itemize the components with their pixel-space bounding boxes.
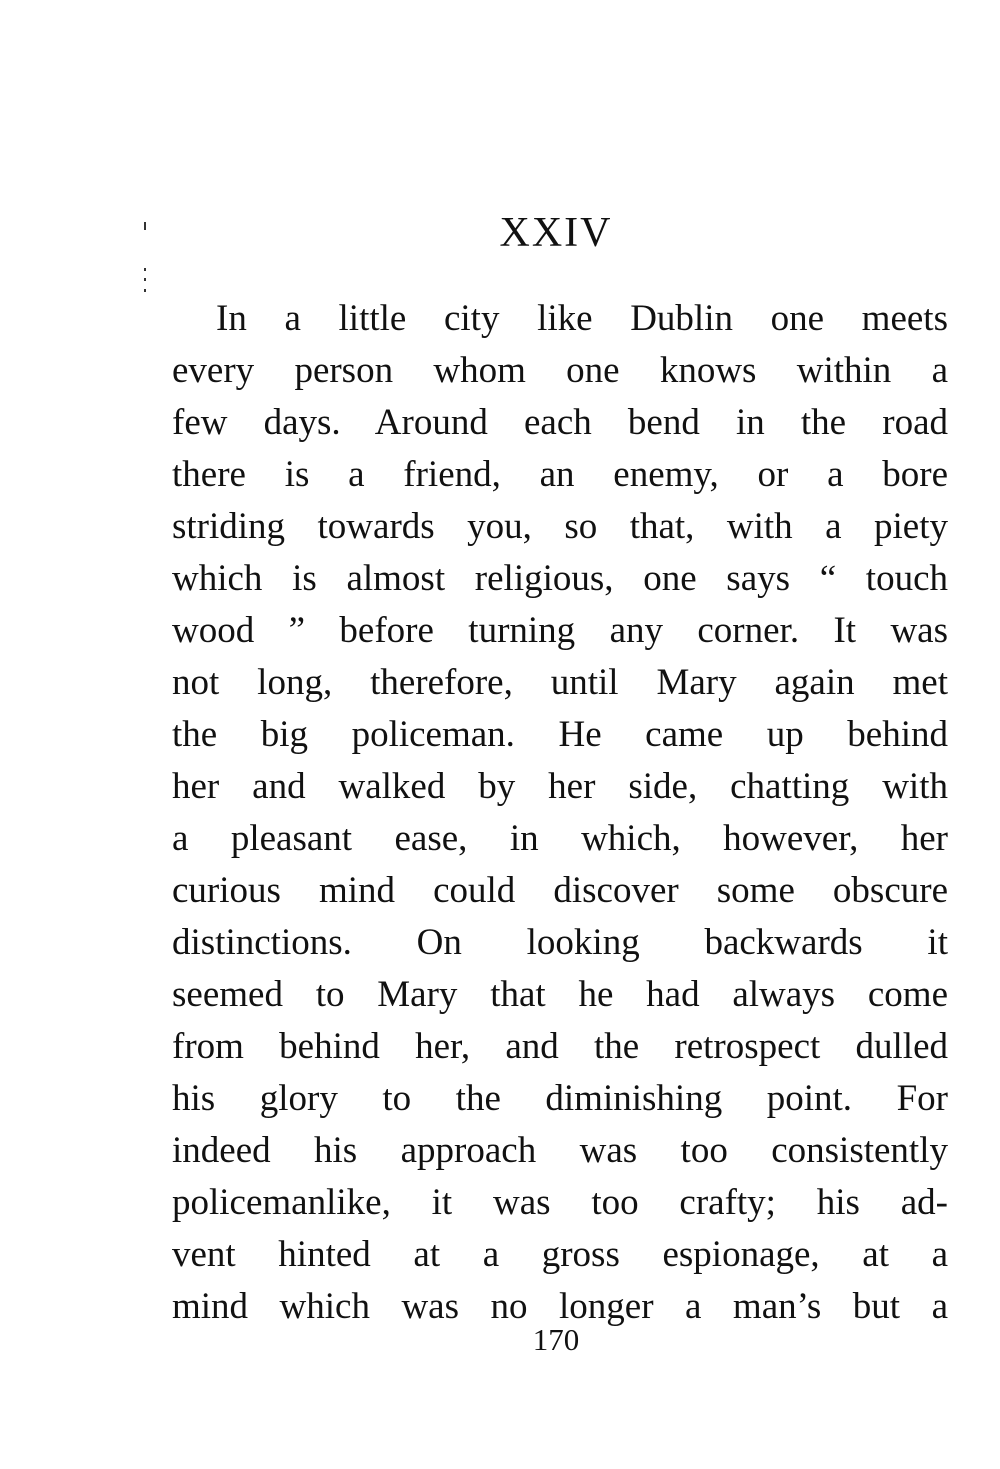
- text-line: seemed to Mary that he had always come: [172, 974, 948, 1015]
- margin-mark: [144, 289, 146, 292]
- text-line: striding towards you, so that, with a piety: [172, 506, 948, 547]
- text-line: every person whom one knows within a: [172, 350, 948, 391]
- text-line: wood ” before turning any corner. It was: [172, 610, 948, 651]
- text-line: there is a friend, an enemy, or a bore: [172, 454, 948, 495]
- text-line: distinctions. On looking backwards it: [172, 922, 948, 963]
- text-line: which is almost religious, one says “ touch: [172, 558, 948, 599]
- text-line: few days. Around each bend in the road: [172, 402, 948, 443]
- text-line: curious mind could discover some obscure: [172, 870, 948, 911]
- text-line: his glory to the diminishing point. For: [172, 1078, 948, 1119]
- text-line: from behind her, and the retrospect dulled: [172, 1026, 948, 1067]
- text-line: mind which was no longer a man’s but a: [172, 1286, 948, 1327]
- margin-mark: [144, 268, 146, 271]
- text-line: In a little city like Dublin one meets: [216, 298, 948, 339]
- text-line: not long, therefore, until Mary again met: [172, 662, 948, 703]
- page-number: 170: [532, 1322, 580, 1357]
- text-line: vent hinted at a gross espionage, at a: [172, 1234, 948, 1275]
- chapter-heading: XXIV: [499, 210, 613, 256]
- margin-mark: [144, 278, 146, 281]
- text-line: a pleasant ease, in which, however, her: [172, 818, 948, 859]
- text-line: indeed his approach was too consistently: [172, 1130, 948, 1171]
- text-line: policemanlike, it was too crafty; his ad-: [172, 1182, 948, 1223]
- text-line: the big policeman. He came up behind: [172, 714, 948, 755]
- body-text: [172, 293, 948, 1333]
- text-line: her and walked by her side, chatting with: [172, 766, 948, 807]
